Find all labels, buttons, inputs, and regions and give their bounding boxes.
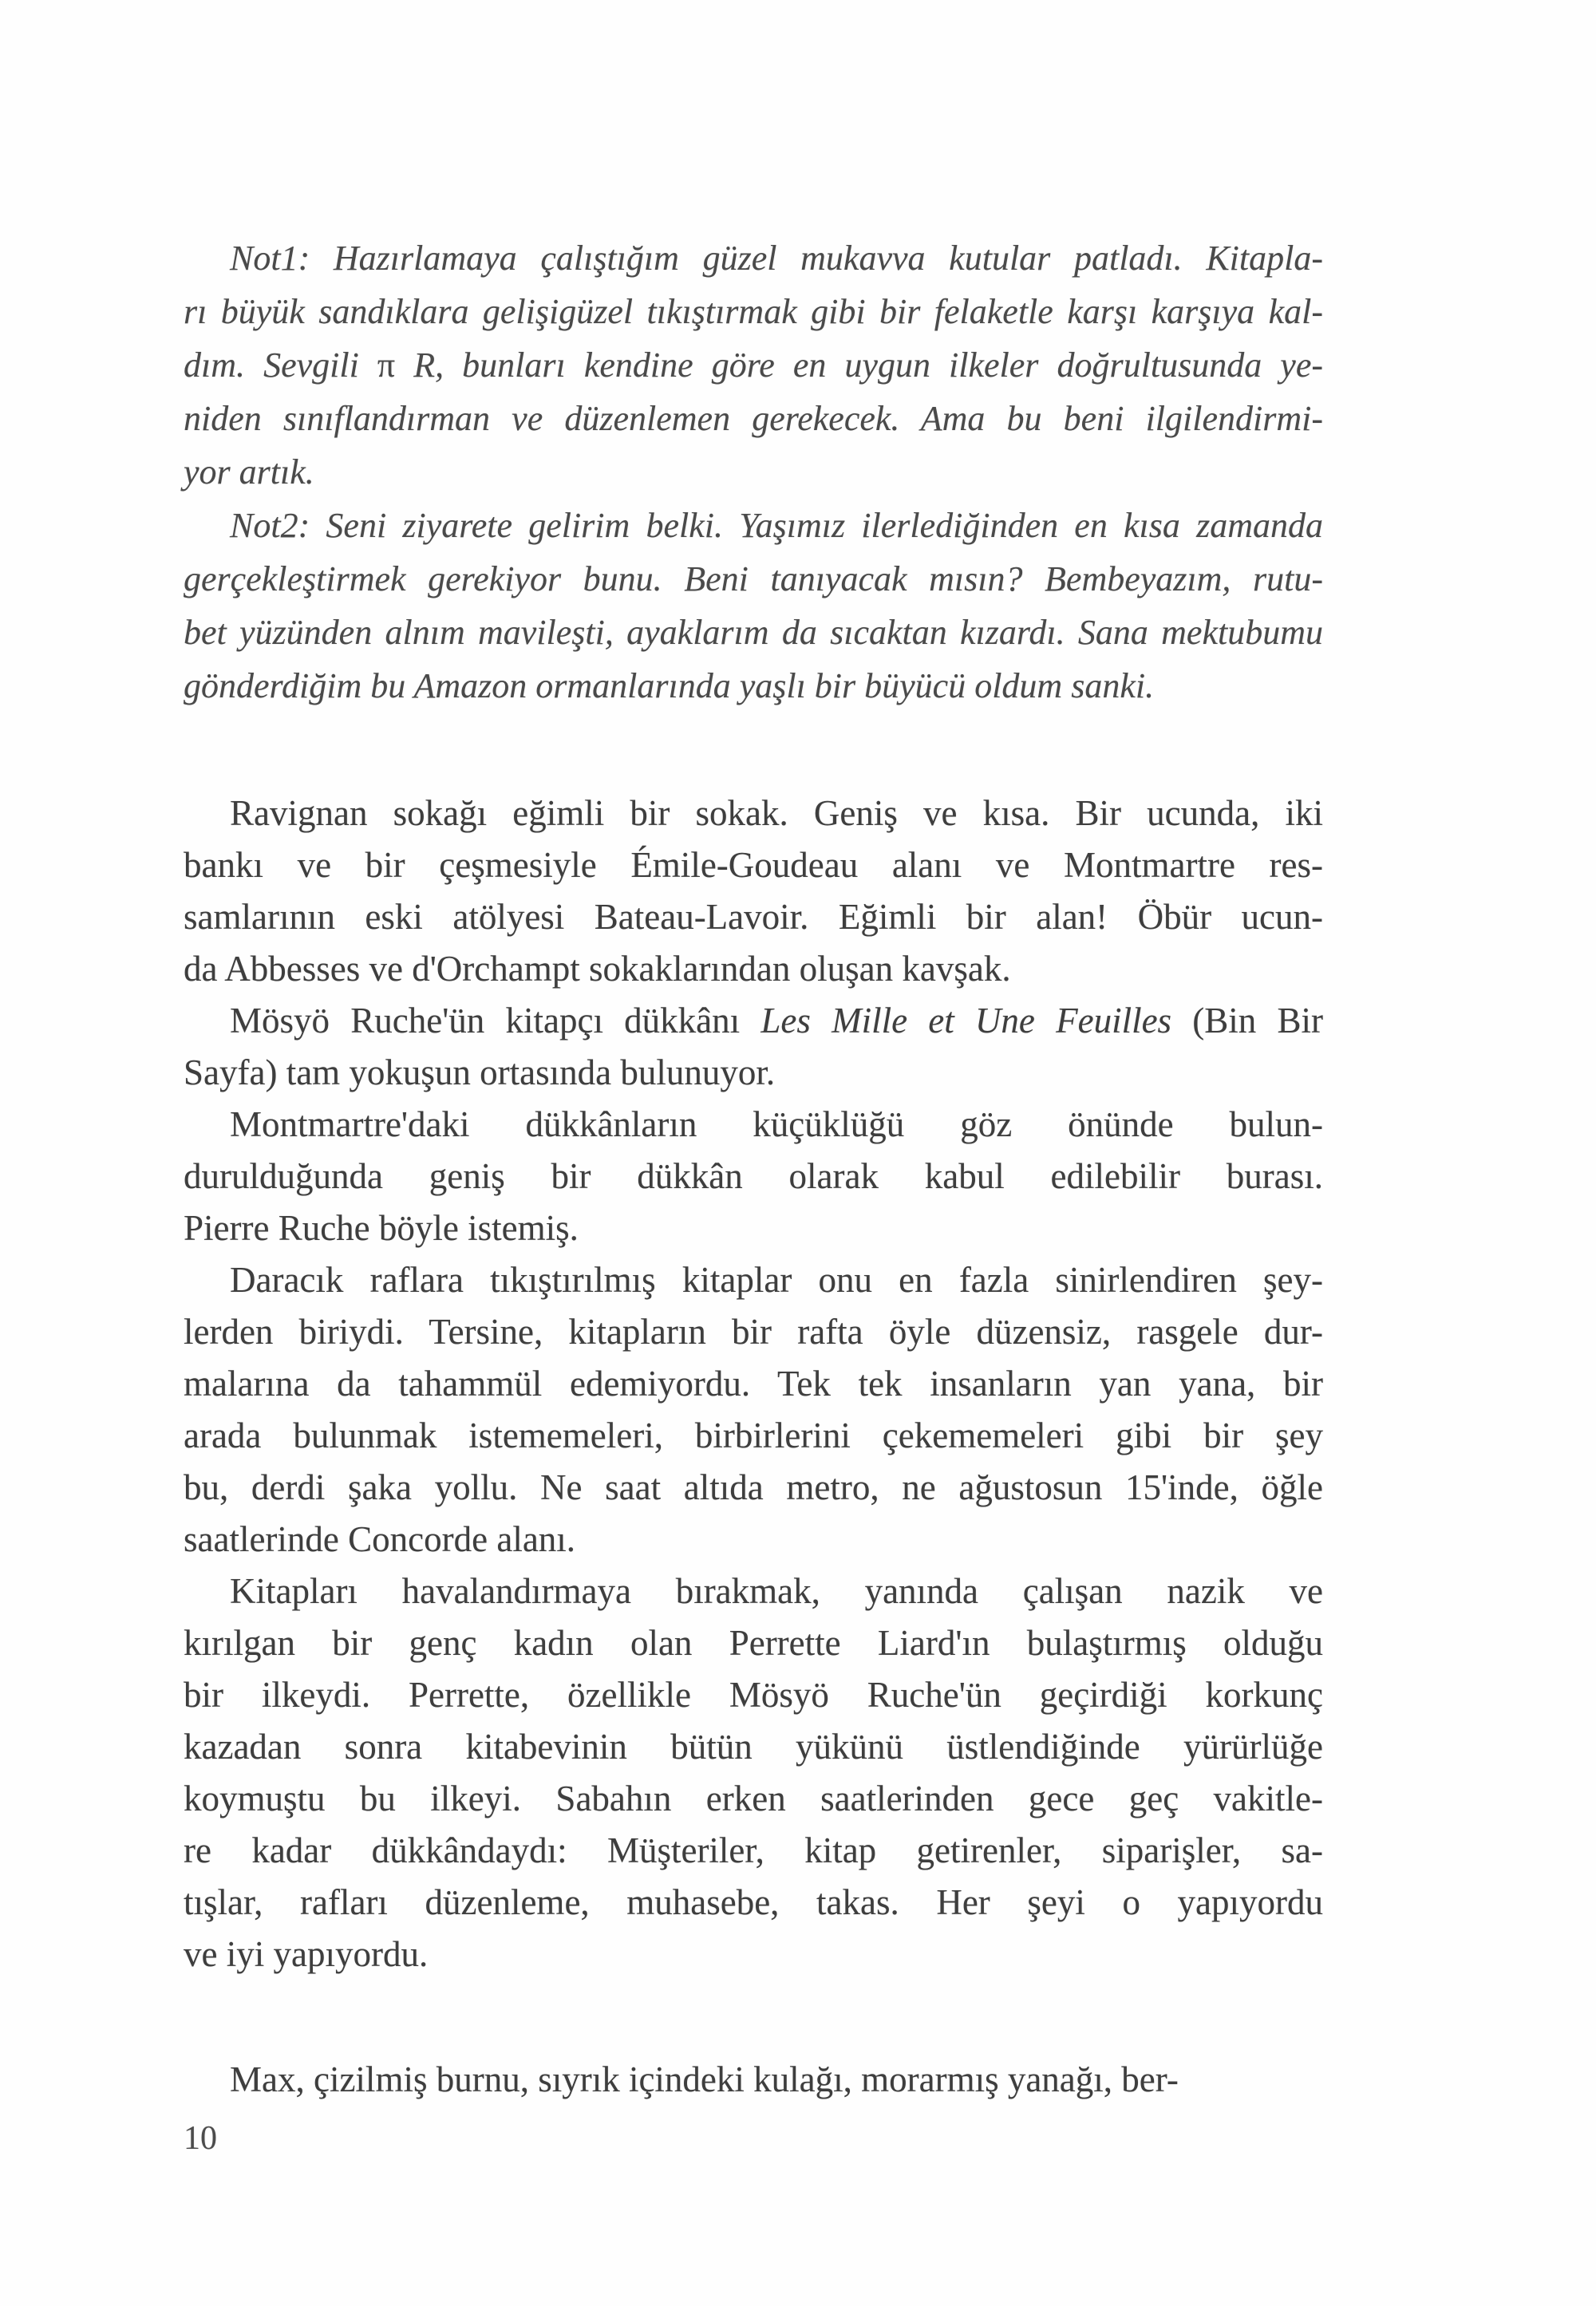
text-line: malarına da tahammül edemiyordu. Tek tek insanların yan yana, bir — [184, 1364, 1323, 1404]
text-line: tışlar, rafları düzenleme, muhasebe, takas. Her şeyi o yapıyordu — [184, 1882, 1323, 1922]
paragraph-shelves — [184, 1254, 1323, 1566]
text-line: yor artık. — [184, 452, 314, 492]
text-line: durulduğunda geniş bir dükkân olarak kabul edilebilir burası. — [184, 1156, 1323, 1196]
text-line: Sayfa) tam yokuşun ortasında bulunuyor. — [184, 1052, 776, 1092]
text-line: Kitapları havalandırmaya bırakmak, yanında çalışan nazik ve — [230, 1571, 1323, 1611]
text-line: gönderdiğim bu Amazon ormanlarında yaşlı bir büyücü oldum sanki. — [184, 666, 1155, 705]
text-column — [184, 231, 1323, 2158]
text-line: kazadan sonra kitabevinin bütün yükünü üstlendiğinde yürürlüğe — [184, 1727, 1323, 1767]
text-line: samlarının eski atölyesi Bateau-Lavoir. Eğimli bir alan! Öbür ucun- — [184, 897, 1323, 937]
text-line: Not2: Seni ziyarete gelirim belki. Yaşımız ilerlediğinden en kısa zamanda — [230, 506, 1323, 545]
text-line: bu, derdi şaka yollu. Ne saat altıda metro, ne ağustosun 15'inde, öğle — [184, 1467, 1323, 1507]
line-segment: Mösyö Ruche'ün kitapçı dükkânı — [230, 1001, 761, 1040]
line-segment: dım. Sevgili — [184, 346, 377, 385]
text-line: ve iyi yapıyordu. — [184, 1934, 429, 1974]
text-line: Max, çizilmiş burnu, sıyrık içindeki kulağı, morarmış yanağı, ber- — [230, 2059, 1179, 2099]
paragraph-montmartre — [184, 1099, 1323, 1254]
paragraph-bookshop — [184, 995, 1323, 1099]
text-line: Not1: Hazırlamaya çalıştığım güzel mukavva kutular patladı. Kitapla- — [230, 239, 1323, 278]
paragraph-perrette — [184, 1566, 1323, 1980]
page-number: 10 — [184, 2120, 217, 2157]
letter-note-2 — [184, 499, 1323, 713]
text-line — [184, 995, 1323, 1047]
text-line: Ravignan sokağı eğimli bir sokak. Geniş ve kısa. Bir ucunda, iki — [230, 793, 1323, 833]
pi-symbol: π — [377, 346, 396, 385]
line-segment: (Bin Bir — [1171, 1001, 1323, 1040]
text-line: Montmartre'daki dükkânların küçüklüğü göz önünde bulun- — [230, 1104, 1323, 1144]
text-line: koymuştu bu ilkeyi. Sabahın erken saatlerinden gece geç vakitle- — [184, 1779, 1323, 1818]
body-text-section — [184, 788, 1323, 2106]
letter-note-1 — [184, 231, 1323, 499]
text-line: da Abbesses ve d'Orchampt sokaklarından oluşan kavşak. — [184, 949, 1011, 989]
text-line: bankı ve bir çeşmesiyle Émile-Goudeau alanı ve Montmartre res- — [184, 845, 1323, 885]
text-line: saatlerinde Concorde alanı. — [184, 1519, 576, 1559]
text-line: re kadar dükkândaydı: Müşteriler, kitap getirenler, siparişler, sa- — [184, 1830, 1323, 1870]
text-line: Daracık raflara tıkıştırılmış kitaplar onu en fazla sinirlendiren şey- — [230, 1260, 1323, 1300]
text-line: bir ilkeydi. Perrette, özellikle Mösyö Ruche'ün geçirdiği korkunç — [184, 1675, 1323, 1715]
text-line: lerden biriydi. Tersine, kitapların bir rafta öyle düzensiz, rasgele dur- — [184, 1312, 1323, 1352]
text-line: Pierre Ruche böyle istemiş. — [184, 1208, 579, 1248]
text-line: gerçekleştirmek gerekiyor bunu. Beni tanıyacak mısın? Bembeyazım, rutu- — [184, 559, 1323, 598]
paragraph-ravignan — [184, 788, 1323, 995]
paragraph-max — [184, 2054, 1323, 2106]
text-line: rı büyük sandıklara gelişigüzel tıkıştırmak gibi bir felaketle karşı karşıya kal- — [184, 292, 1323, 331]
text-line: niden sınıflandırman ve düzenlemen gerekecek. Ama bu beni ilgilendirmi- — [184, 399, 1323, 438]
text-line — [184, 338, 1323, 392]
letter-notes-section — [184, 231, 1323, 713]
line-segment: R, bunları kendine göre en uygun ilkeler doğrultusunda ye- — [395, 346, 1323, 385]
book-title-italic: Les Mille et Une Feuilles — [760, 1001, 1172, 1040]
text-line: arada bulunmak istememeleri, birbirlerini çekememeleri gibi bir şey — [184, 1416, 1323, 1455]
text-line: kırılgan bir genç kadın olan Perrette Liard'ın bulaştırmış olduğu — [184, 1623, 1323, 1663]
text-line: bet yüzünden alnım mavileşti, ayaklarım da sıcaktan kızardı. Sana mektubumu — [184, 613, 1323, 652]
